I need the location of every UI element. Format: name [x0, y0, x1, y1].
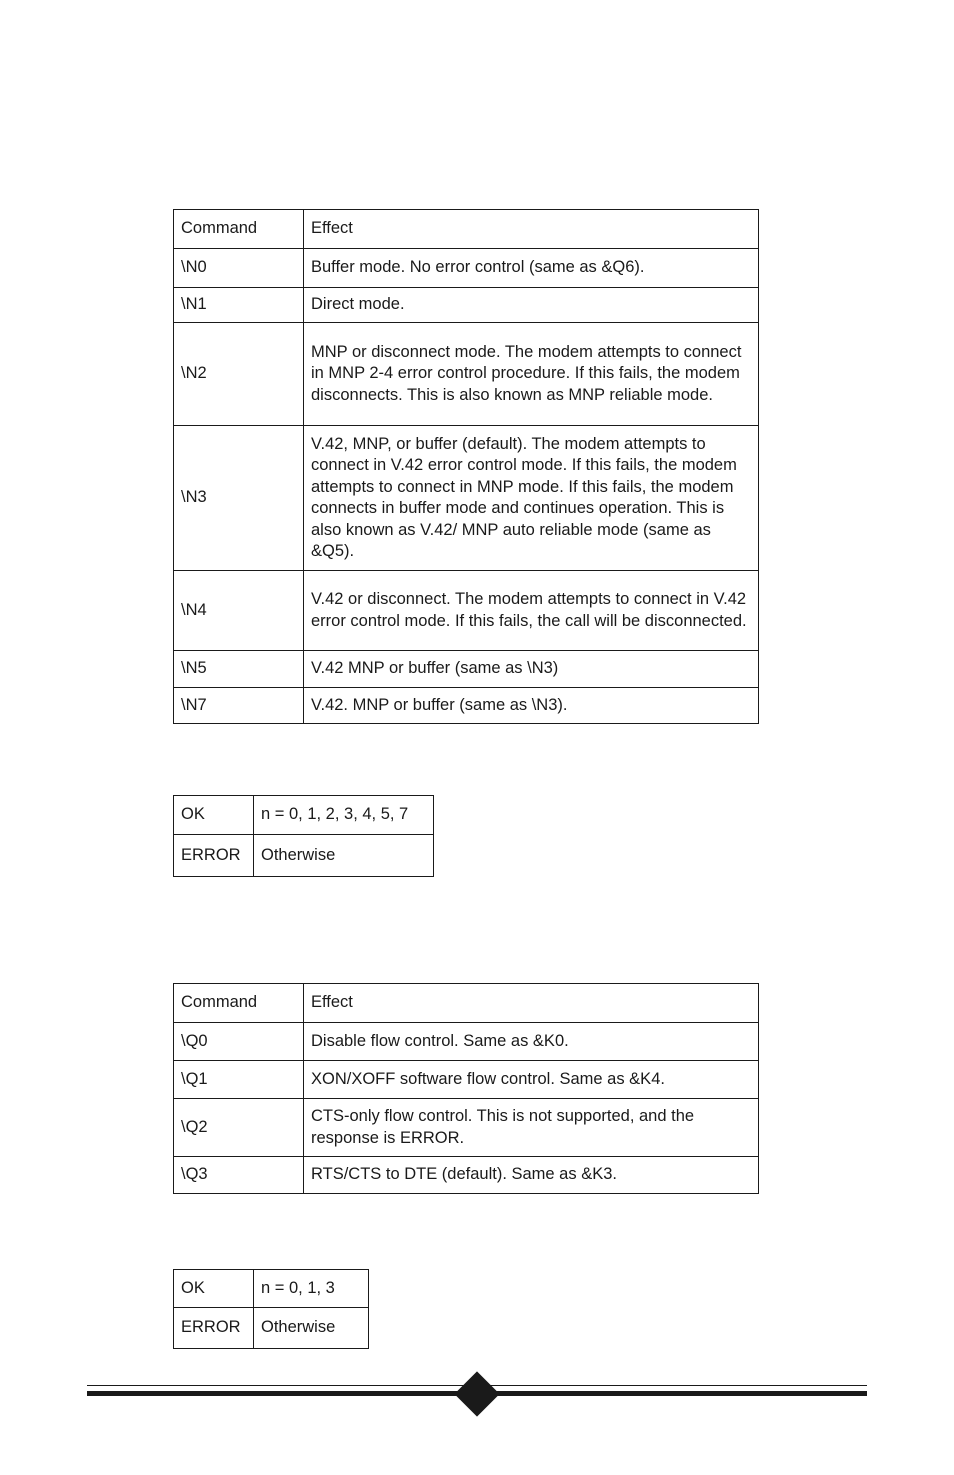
header-command: Command	[174, 984, 304, 1023]
response-code: OK	[174, 796, 254, 835]
table-header-row	[174, 210, 759, 249]
command-cell: \Q1	[174, 1061, 304, 1099]
table-row	[174, 1023, 759, 1061]
q-response-table	[173, 1269, 369, 1349]
header-command: Command	[174, 210, 304, 249]
table-row	[174, 1308, 369, 1349]
effect-cell: MNP or disconnect mode. The modem attempts to connect in MNP 2-4 error control procedure. If this fails, the modem disconnects. This is also known as MNP reliable mode.	[304, 323, 759, 426]
command-cell: \Q2	[174, 1099, 304, 1157]
effect-cell: RTS/CTS to DTE (default). Same as &K3.	[304, 1157, 759, 1194]
effect-cell: Direct mode.	[304, 288, 759, 323]
n-command-table	[173, 209, 759, 724]
table-header-row	[174, 984, 759, 1023]
q-command-table	[173, 983, 759, 1194]
response-condition: Otherwise	[254, 835, 434, 877]
command-cell: \N5	[174, 651, 304, 688]
response-code: ERROR	[174, 835, 254, 877]
effect-cell: V.42, MNP, or buffer (default). The modem attempts to connect in V.42 error control mode. If this fails, the modem attempts to connect in MNP mode. If this fails, the modem connects in buffer mode and continues operation. This is also known as V.42/ MNP auto reliable mode (same as &Q5).	[304, 426, 759, 571]
response-condition: Otherwise	[254, 1308, 369, 1349]
table-row	[174, 249, 759, 288]
command-cell: \Q3	[174, 1157, 304, 1194]
table-row	[174, 796, 434, 835]
command-cell: \N0	[174, 249, 304, 288]
command-cell: \N7	[174, 688, 304, 724]
effect-cell: XON/XOFF software flow control. Same as &K4.	[304, 1061, 759, 1099]
effect-cell: V.42 or disconnect. The modem attempts to connect in V.42 error control mode. If this fails, the call will be disconnected.	[304, 571, 759, 651]
table-row	[174, 1270, 369, 1308]
command-cell: \N3	[174, 426, 304, 571]
table-row	[174, 288, 759, 323]
header-effect: Effect	[304, 210, 759, 249]
response-condition: n = 0, 1, 2, 3, 4, 5, 7	[254, 796, 434, 835]
response-code: ERROR	[174, 1308, 254, 1349]
n-response-table	[173, 795, 434, 877]
effect-cell: Disable flow control. Same as &K0.	[304, 1023, 759, 1061]
table-row	[174, 651, 759, 688]
command-cell: \N4	[174, 571, 304, 651]
table-row	[174, 426, 759, 571]
table-row	[174, 323, 759, 426]
footer-diamond-icon	[454, 1371, 499, 1416]
command-cell: \N2	[174, 323, 304, 426]
table-row	[174, 688, 759, 724]
effect-cell: V.42. MNP or buffer (same as \N3).	[304, 688, 759, 724]
response-code: OK	[174, 1270, 254, 1308]
effect-cell: Buffer mode. No error control (same as &Q6).	[304, 249, 759, 288]
table-row	[174, 571, 759, 651]
table-row	[174, 835, 434, 877]
header-effect: Effect	[304, 984, 759, 1023]
response-condition: n = 0, 1, 3	[254, 1270, 369, 1308]
table-row	[174, 1061, 759, 1099]
effect-cell: V.42 MNP or buffer (same as \N3)	[304, 651, 759, 688]
table-row	[174, 1099, 759, 1157]
command-cell: \N1	[174, 288, 304, 323]
command-cell: \Q0	[174, 1023, 304, 1061]
table-row	[174, 1157, 759, 1194]
effect-cell: CTS-only flow control. This is not supported, and the response is ERROR.	[304, 1099, 759, 1157]
